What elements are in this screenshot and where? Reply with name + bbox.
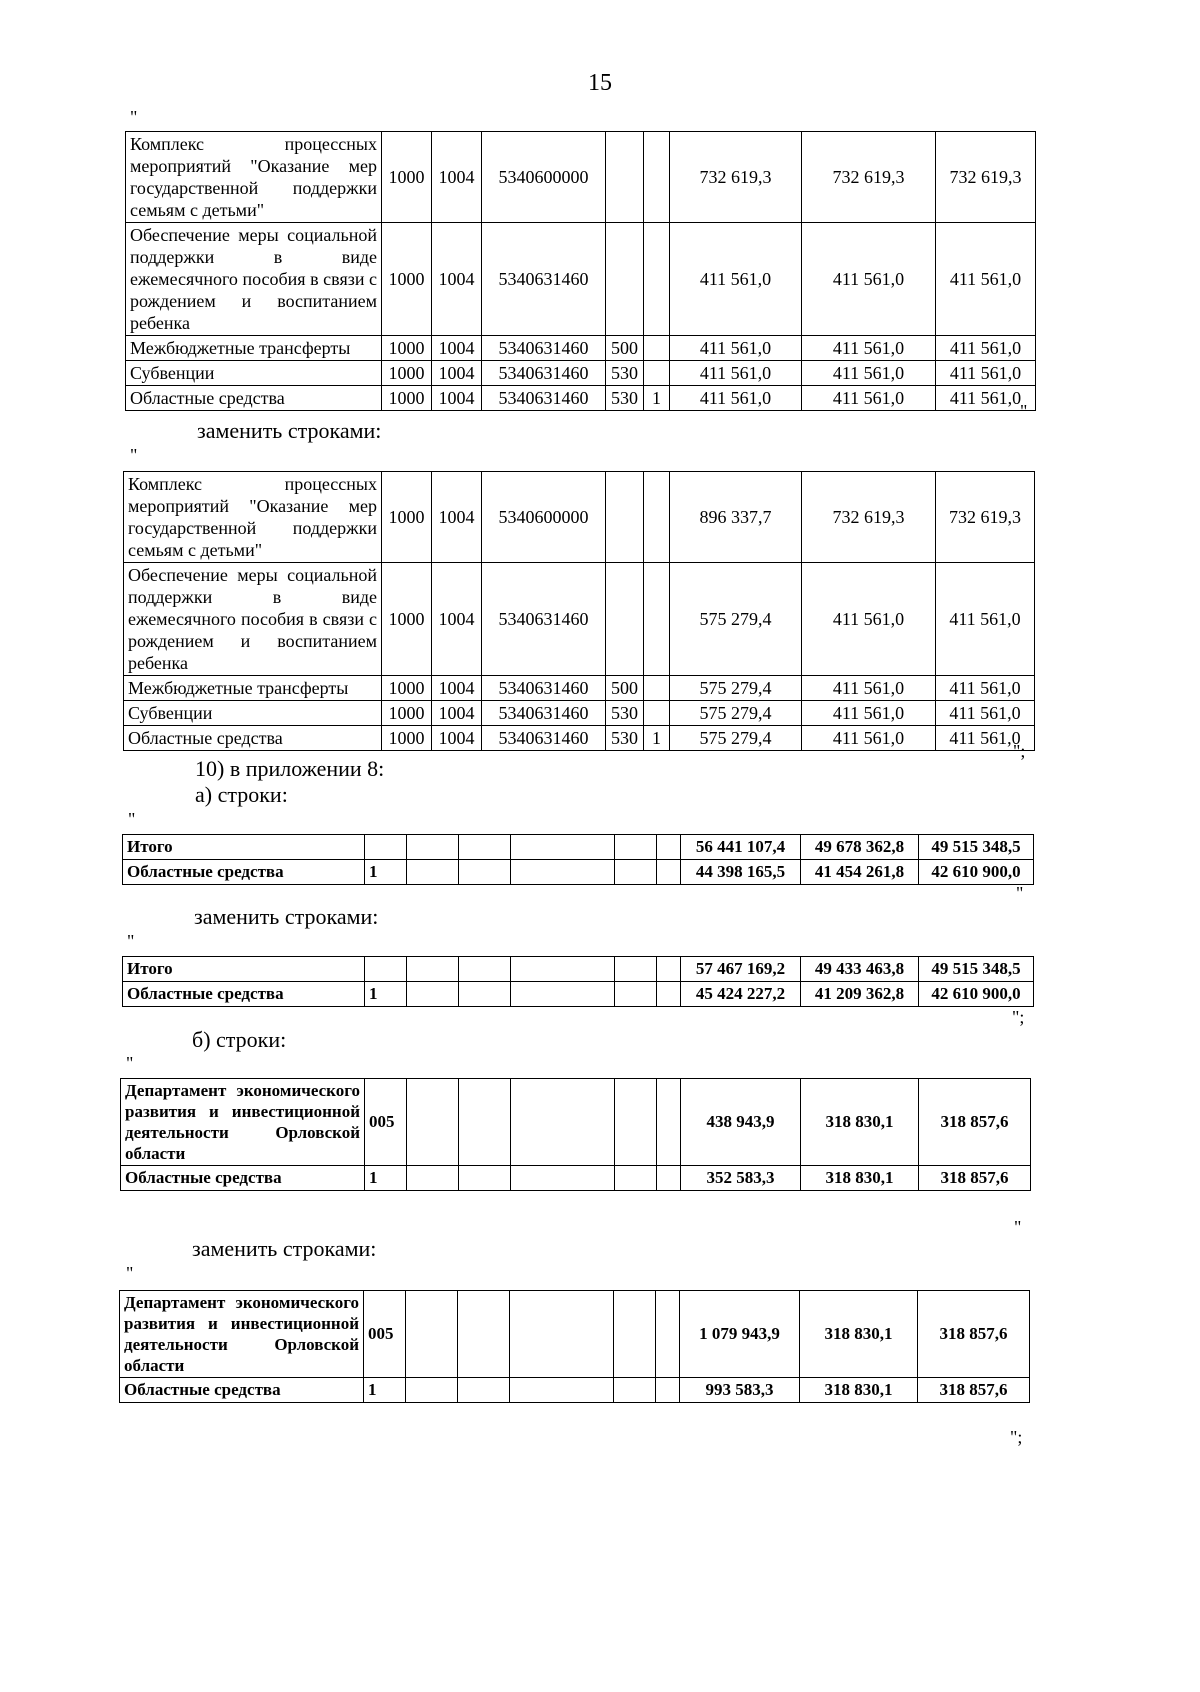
row-name: Межбюджетные трансферты — [124, 676, 382, 701]
amount-year-2: 732 619,3 — [802, 132, 936, 223]
amount-year-2: 318 830,1 — [801, 1166, 919, 1191]
amount-year-1: 575 279,4 — [670, 563, 802, 676]
target-article-code: 5340631460 — [482, 223, 606, 336]
section-code: 1000 — [382, 336, 432, 361]
table-row — [124, 563, 1035, 676]
amount-year-3: 318 857,6 — [918, 1291, 1030, 1378]
empty-cell — [656, 1378, 680, 1403]
subsection-code: 1004 — [432, 386, 482, 411]
empty-cell — [458, 1291, 510, 1378]
amount-year-1: 1 079 943,9 — [680, 1291, 800, 1378]
amount-year-3: 318 857,6 — [919, 1079, 1031, 1166]
section-code: 1000 — [382, 472, 432, 563]
source-code: 1 — [644, 726, 670, 751]
amount-year-1: 732 619,3 — [670, 132, 802, 223]
expense-type-code — [606, 472, 644, 563]
row-name: Областные средства — [124, 726, 382, 751]
table-replacement-rows-2 — [122, 956, 1034, 1007]
amount-year-2: 411 561,0 — [802, 676, 936, 701]
empty-cell — [510, 1378, 614, 1403]
amount-year-2: 411 561,0 — [802, 361, 936, 386]
amount-year-2: 732 619,3 — [802, 472, 936, 563]
amount-year-1: 57 467 169,2 — [681, 957, 801, 982]
empty-cell — [511, 957, 615, 982]
row-name: Областные средства — [123, 860, 365, 885]
row-name: Областные средства — [123, 982, 365, 1007]
source-code — [644, 472, 670, 563]
target-article-code: 5340600000 — [482, 132, 606, 223]
expense-type-code: 530 — [606, 386, 644, 411]
section-code: 1000 — [382, 223, 432, 336]
empty-cell — [459, 1166, 511, 1191]
amount-year-2: 411 561,0 — [802, 223, 936, 336]
empty-cell — [459, 860, 511, 885]
quote-close: " — [1020, 401, 1028, 421]
amount-year-3: 732 619,3 — [936, 132, 1036, 223]
target-article-code: 5340631460 — [482, 386, 606, 411]
empty-cell — [406, 1378, 458, 1403]
table-replacement-rows-1 — [123, 471, 1035, 751]
empty-cell — [615, 1166, 657, 1191]
source-code — [644, 676, 670, 701]
amount-year-3: 318 857,6 — [918, 1378, 1030, 1403]
subsection-code: 1004 — [432, 472, 482, 563]
expense-type-code: 530 — [606, 361, 644, 386]
sub-a-heading: а) строки: — [195, 782, 288, 807]
quote-close: " — [1014, 1217, 1022, 1237]
empty-cell — [614, 1378, 656, 1403]
subsection-code: 1004 — [432, 701, 482, 726]
empty-cell — [511, 860, 615, 885]
row-name: Обеспечение меры социальной поддержки в виде ежемесячного пособия в связи с рождением и воспитанием ребенка — [124, 563, 382, 676]
amount-year-1: 411 561,0 — [670, 223, 802, 336]
amount-year-3: 42 610 900,0 — [919, 982, 1034, 1007]
empty-cell — [511, 835, 615, 860]
empty-cell — [459, 957, 511, 982]
empty-cell — [510, 1291, 614, 1378]
row-name: Итого — [123, 835, 365, 860]
target-article-code: 5340631460 — [482, 701, 606, 726]
amount-year-2: 411 561,0 — [802, 563, 936, 676]
quote-close-semicolon: "; — [1010, 1427, 1023, 1447]
source-code: 1 — [644, 386, 670, 411]
amount-year-1: 575 279,4 — [670, 701, 802, 726]
quote-open: " — [126, 1053, 134, 1073]
row-code: 1 — [364, 1378, 406, 1403]
empty-cell — [657, 860, 681, 885]
empty-cell — [407, 835, 459, 860]
table-row — [120, 1291, 1030, 1378]
empty-cell — [657, 957, 681, 982]
amount-year-1: 411 561,0 — [670, 361, 802, 386]
target-article-code: 5340631460 — [482, 336, 606, 361]
amount-year-3: 411 561,0 — [936, 386, 1036, 411]
source-code — [644, 132, 670, 223]
empty-cell — [614, 1291, 656, 1378]
amount-year-1: 352 583,3 — [681, 1166, 801, 1191]
row-name: Комплекс процессных мероприятий "Оказание мер государственной поддержки семьям с детьми" — [126, 132, 382, 223]
quote-close-semicolon: "; — [1012, 1007, 1025, 1027]
amount-year-1: 44 398 165,5 — [681, 860, 801, 885]
row-name: Субвенции — [124, 701, 382, 726]
table-row — [120, 1378, 1030, 1403]
table-original-rows-1 — [125, 131, 1036, 411]
empty-cell — [656, 1291, 680, 1378]
quote-open: " — [126, 1263, 134, 1283]
table-replacement-rows-3 — [119, 1290, 1030, 1403]
table-row — [123, 982, 1034, 1007]
empty-cell — [511, 1079, 615, 1166]
table-row — [123, 860, 1034, 885]
amount-year-1: 56 441 107,4 — [681, 835, 801, 860]
subsection-code: 1004 — [432, 223, 482, 336]
empty-cell — [459, 835, 511, 860]
row-name: Субвенции — [126, 361, 382, 386]
amount-year-1: 411 561,0 — [670, 336, 802, 361]
table-original-rows-3 — [120, 1078, 1031, 1191]
amount-year-2: 41 454 261,8 — [801, 860, 919, 885]
row-name: Межбюджетные трансферты — [126, 336, 382, 361]
row-name: Итого — [123, 957, 365, 982]
empty-cell — [407, 957, 459, 982]
section-code: 1000 — [382, 726, 432, 751]
empty-cell — [406, 1291, 458, 1378]
quote-open: " — [130, 107, 138, 127]
subsection-code: 1004 — [432, 361, 482, 386]
empty-cell — [407, 860, 459, 885]
amount-year-3: 49 515 348,5 — [919, 835, 1034, 860]
section-code: 1000 — [382, 701, 432, 726]
table-row — [124, 726, 1035, 751]
empty-cell — [657, 1079, 681, 1166]
empty-cell — [615, 982, 657, 1007]
table-row — [124, 676, 1035, 701]
amount-year-3: 318 857,6 — [919, 1166, 1031, 1191]
quote-open: " — [130, 445, 138, 465]
amount-year-3: 411 561,0 — [936, 701, 1035, 726]
empty-cell — [458, 1378, 510, 1403]
amount-year-2: 49 433 463,8 — [801, 957, 919, 982]
amount-year-1: 411 561,0 — [670, 386, 802, 411]
amount-year-3: 411 561,0 — [936, 361, 1036, 386]
empty-cell — [615, 835, 657, 860]
amount-year-2: 318 830,1 — [800, 1291, 918, 1378]
expense-type-code — [606, 563, 644, 676]
row-name: Областные средства — [120, 1378, 364, 1403]
empty-cell — [407, 1166, 459, 1191]
table-row — [123, 835, 1034, 860]
expense-type-code: 530 — [606, 701, 644, 726]
subsection-code: 1004 — [432, 132, 482, 223]
page-number: 15 — [588, 70, 612, 96]
table-row — [124, 701, 1035, 726]
table-row — [126, 361, 1036, 386]
quote-open: " — [128, 809, 136, 829]
amount-year-3: 411 561,0 — [936, 676, 1035, 701]
empty-cell — [459, 1079, 511, 1166]
table-row — [126, 223, 1036, 336]
source-code — [644, 701, 670, 726]
expense-type-code — [606, 223, 644, 336]
empty-cell — [657, 1166, 681, 1191]
amount-year-1: 575 279,4 — [670, 726, 802, 751]
section-code: 1000 — [382, 132, 432, 223]
row-name: Департамент экономического развития и инвестиционной деятельности Орловской области — [121, 1079, 365, 1166]
target-article-code: 5340631460 — [482, 676, 606, 701]
row-code: 005 — [364, 1291, 406, 1378]
amount-year-2: 411 561,0 — [802, 336, 936, 361]
row-name: Областные средства — [126, 386, 382, 411]
source-code — [644, 361, 670, 386]
amount-year-1: 993 583,3 — [680, 1378, 800, 1403]
table-row — [126, 132, 1036, 223]
table-row — [121, 1166, 1031, 1191]
source-code — [644, 563, 670, 676]
row-code — [365, 835, 407, 860]
amount-year-3: 732 619,3 — [936, 472, 1035, 563]
amount-year-2: 411 561,0 — [802, 386, 936, 411]
empty-cell — [615, 1079, 657, 1166]
quote-close: " — [1016, 883, 1024, 903]
empty-cell — [459, 982, 511, 1007]
table-original-rows-2 — [122, 834, 1034, 885]
replace-phrase: заменить строками: — [197, 418, 382, 443]
table-row — [124, 472, 1035, 563]
source-code — [644, 223, 670, 336]
section-code: 1000 — [382, 676, 432, 701]
source-code — [644, 336, 670, 361]
empty-cell — [407, 982, 459, 1007]
table-row — [126, 386, 1036, 411]
amount-year-2: 41 209 362,8 — [801, 982, 919, 1007]
section-code: 1000 — [382, 386, 432, 411]
section-10-heading: 10) в приложении 8: — [195, 756, 385, 781]
empty-cell — [657, 835, 681, 860]
amount-year-2: 318 830,1 — [800, 1378, 918, 1403]
amount-year-2: 318 830,1 — [801, 1079, 919, 1166]
row-name: Департамент экономического развития и инвестиционной деятельности Орловской области — [120, 1291, 364, 1378]
quote-open: " — [127, 931, 135, 951]
amount-year-1: 438 943,9 — [681, 1079, 801, 1166]
table-row — [123, 957, 1034, 982]
amount-year-3: 49 515 348,5 — [919, 957, 1034, 982]
row-code: 005 — [365, 1079, 407, 1166]
empty-cell — [511, 982, 615, 1007]
expense-type-code: 500 — [606, 676, 644, 701]
empty-cell — [511, 1166, 615, 1191]
expense-type-code: 500 — [606, 336, 644, 361]
amount-year-1: 45 424 227,2 — [681, 982, 801, 1007]
subsection-code: 1004 — [432, 676, 482, 701]
empty-cell — [407, 1079, 459, 1166]
row-code — [365, 957, 407, 982]
subsection-code: 1004 — [432, 336, 482, 361]
amount-year-1: 575 279,4 — [670, 676, 802, 701]
amount-year-2: 411 561,0 — [802, 701, 936, 726]
amount-year-1: 896 337,7 — [670, 472, 802, 563]
row-name: Обеспечение меры социальной поддержки в виде ежемесячного пособия в связи с рождением и воспитанием ребенка — [126, 223, 382, 336]
target-article-code: 5340631460 — [482, 726, 606, 751]
amount-year-2: 411 561,0 — [802, 726, 936, 751]
empty-cell — [615, 860, 657, 885]
table-row — [126, 336, 1036, 361]
section-code: 1000 — [382, 361, 432, 386]
subsection-code: 1004 — [432, 563, 482, 676]
amount-year-3: 411 561,0 — [936, 726, 1035, 751]
expense-type-code — [606, 132, 644, 223]
row-name: Областные средства — [121, 1166, 365, 1191]
row-name: Комплекс процессных мероприятий "Оказание мер государственной поддержки семьям с детьми" — [124, 472, 382, 563]
quote-close-semicolon: "; — [1013, 741, 1026, 761]
amount-year-3: 411 561,0 — [936, 223, 1036, 336]
subsection-code: 1004 — [432, 726, 482, 751]
target-article-code: 5340631460 — [482, 563, 606, 676]
table-row — [121, 1079, 1031, 1166]
row-code: 1 — [365, 982, 407, 1007]
amount-year-3: 42 610 900,0 — [919, 860, 1034, 885]
row-code: 1 — [365, 860, 407, 885]
sub-b-heading: б) строки: — [192, 1027, 287, 1052]
empty-cell — [657, 982, 681, 1007]
replace-phrase: заменить строками: — [192, 1236, 377, 1261]
amount-year-3: 411 561,0 — [936, 336, 1036, 361]
amount-year-3: 411 561,0 — [936, 563, 1035, 676]
expense-type-code: 530 — [606, 726, 644, 751]
row-code: 1 — [365, 1166, 407, 1191]
target-article-code: 5340600000 — [482, 472, 606, 563]
replace-phrase: заменить строками: — [194, 904, 379, 929]
amount-year-2: 49 678 362,8 — [801, 835, 919, 860]
empty-cell — [615, 957, 657, 982]
target-article-code: 5340631460 — [482, 361, 606, 386]
section-code: 1000 — [382, 563, 432, 676]
